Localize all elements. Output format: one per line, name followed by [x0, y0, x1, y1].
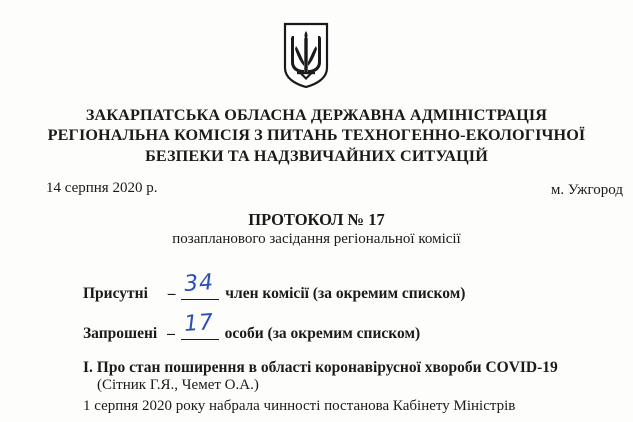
invited-underline	[181, 339, 219, 340]
invited-row	[83, 309, 421, 343]
invited-count-field	[181, 309, 219, 338]
commission-title-line1: РЕГІОНАЛЬНА КОМІСІЯ З ПИТАНЬ ТЕХНОГЕННО-ЕКОЛОГІЧНОЇ	[47, 126, 586, 144]
administration-title: ЗАКАРПАТСЬКА ОБЛАСНА ДЕРЖАВНА АДМІНІСТРАЦІЯ	[85, 106, 548, 124]
protocol-subtitle: позапланового засідання регіональної комісії	[172, 231, 461, 247]
present-row	[83, 269, 466, 303]
present-underline	[181, 299, 219, 300]
present-count: 34	[183, 269, 216, 297]
invited-dash: –	[167, 325, 175, 342]
commission-title-line2: БЕЗПЕКИ ТА НАДЗВИЧАЙНИХ СИТУАЦІЙ	[145, 147, 488, 165]
section-title: І. Про стан поширення в області коронавірусної хвороби COVID-19	[83, 359, 558, 376]
document-date: 14 серпня 2020 р.	[46, 180, 158, 196]
protocol-title: ПРОТОКОЛ № 17	[248, 210, 385, 229]
document-city: м. Ужгород	[550, 182, 623, 198]
invited-suffix: особи (за окремим списком)	[224, 325, 421, 342]
present-suffix: член комісії (за окремим списком)	[225, 285, 466, 302]
invited-count: 17	[182, 309, 215, 337]
section-authors: (Сітник Г.Я., Чемет О.А.)	[97, 377, 259, 393]
present-label: Присутні	[83, 285, 148, 302]
present-dash: –	[167, 285, 176, 302]
invited-label: Запрошені	[83, 325, 158, 342]
trident-coat-of-arms-icon	[283, 22, 329, 88]
section-paragraph: 1 серпня 2020 року набрала чинності постанова Кабінету Міністрів	[83, 398, 516, 414]
present-count-field	[181, 269, 219, 298]
